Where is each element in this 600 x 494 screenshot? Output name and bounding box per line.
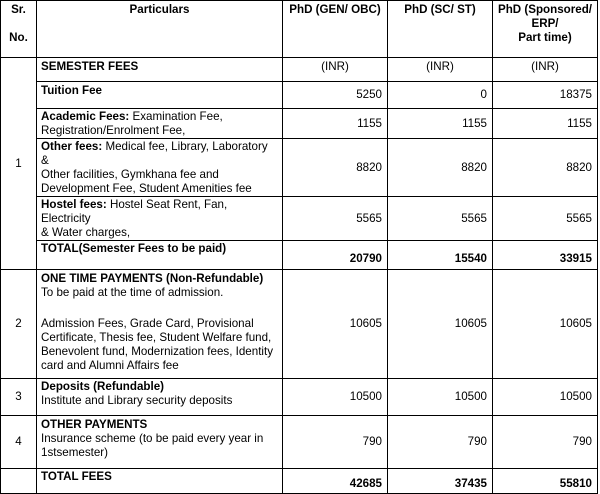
academic-sc: 1155 (388, 109, 493, 139)
academic-label: Academic Fees: (41, 110, 130, 123)
currency-sc: (INR) (388, 58, 493, 82)
semester-fees-row (1, 58, 598, 82)
one-time-title: ONE TIME PAYMENTS (Non-Refundable) (41, 272, 264, 285)
other-payments-sponsored: 790 (493, 416, 598, 469)
other-fees-desc-l1: Medical fee, Library, Laboratory & (41, 140, 268, 167)
header-row (1, 1, 598, 58)
tuition-sponsored: 18375 (493, 82, 598, 109)
hostel-sc: 5565 (388, 197, 493, 241)
other-payments-desc-l2: 1stsemester) (41, 446, 109, 459)
hostel-cell (37, 197, 283, 241)
other-fees-cell (37, 139, 283, 197)
header-sr-line1: Sr. (11, 3, 26, 16)
academic-desc-l1: Examination Fee, (129, 110, 223, 123)
one-time-desc-l2: Certificate, Thesis fee, Student Welfare fund, (41, 331, 272, 344)
academic-sponsored: 1155 (493, 109, 598, 139)
semester-total-gen: 20790 (283, 241, 388, 270)
section2-sr (1, 270, 37, 379)
header-sponsored-line2: ERP/ (531, 17, 559, 30)
one-time-note: To be paid at the time of admission. (41, 286, 224, 299)
total-fees-sc: 37435 (388, 469, 493, 494)
deposits-row (1, 379, 598, 416)
total-fees-row (1, 469, 598, 494)
header-sponsored-line3: Part time) (518, 31, 572, 44)
other-fees-row (1, 139, 598, 197)
deposits-desc: Institute and Library security deposits (41, 394, 233, 407)
other-fees-label: Other fees: (41, 140, 103, 153)
currency-gen: (INR) (283, 58, 388, 82)
semester-total-row (1, 241, 598, 270)
other-fees-sc: 8820 (388, 139, 493, 197)
total-fees-gen: 42685 (283, 469, 388, 494)
hostel-desc-l1: Hostel Seat Rent, Fan, Electricity (41, 198, 228, 225)
semester-total-label: TOTAL(Semester Fees to be paid) (37, 241, 283, 270)
hostel-label: Hostel fees: (41, 198, 107, 211)
tuition-row (1, 82, 598, 109)
deposits-sc: 10500 (388, 379, 493, 416)
academic-row (1, 109, 598, 139)
other-fees-desc-l3: Development Fee, Student Amenities fee (41, 182, 252, 195)
one-time-sponsored: 10605 (493, 270, 598, 379)
one-time-payments-row (1, 270, 598, 379)
header-sr-line2: No. (9, 31, 28, 44)
hostel-gen: 5565 (283, 197, 388, 241)
header-sr (1, 1, 37, 58)
one-time-sc: 10605 (388, 270, 493, 379)
other-payments-desc-l1: Insurance scheme (to be paid every year in (41, 432, 264, 445)
header-phd-sponsored (493, 1, 598, 58)
deposits-gen: 10500 (283, 379, 388, 416)
one-time-desc-l4: card and Alumni Affairs fee (41, 359, 179, 372)
other-payments-title: OTHER PAYMENTS (41, 418, 148, 431)
tuition-gen: 5250 (283, 82, 388, 109)
one-time-gen: 10605 (283, 270, 388, 379)
currency-sponsored: (INR) (493, 58, 598, 82)
total-fees-label: TOTAL FEES (37, 469, 283, 494)
deposits-title: Deposits (Refundable) (41, 380, 165, 393)
tuition-sc: 0 (388, 82, 493, 109)
academic-gen: 1155 (283, 109, 388, 139)
other-payments-cell (37, 416, 283, 469)
other-payments-gen: 790 (283, 416, 388, 469)
section4-sr-text: 4 (15, 435, 22, 448)
academic-cell (37, 109, 283, 139)
other-payments-row (1, 416, 598, 469)
total-sr-empty (1, 469, 37, 494)
academic-desc-l2: Registration/Enrolment Fee, (41, 124, 186, 137)
hostel-desc-l2: & Water charges, (41, 226, 131, 239)
section4-sr (1, 416, 37, 469)
semester-total-sponsored: 33915 (493, 241, 598, 270)
deposits-cell (37, 379, 283, 416)
section2-sr-text: 2 (15, 317, 22, 330)
semester-fees-title: SEMESTER FEES (37, 58, 283, 82)
other-payments-sc: 790 (388, 416, 493, 469)
deposits-sponsored: 10500 (493, 379, 598, 416)
other-fees-gen: 8820 (283, 139, 388, 197)
section1-sr-text: 1 (15, 156, 22, 170)
header-phd-gen: PhD (GEN/ OBC) (283, 1, 388, 58)
one-time-cell (37, 270, 283, 379)
semester-total-sc: 15540 (388, 241, 493, 270)
tuition-label: Tuition Fee (37, 82, 283, 109)
total-fees-sponsored: 55810 (493, 469, 598, 494)
header-particulars: Particulars (37, 1, 283, 58)
section3-sr (1, 379, 37, 416)
hostel-sponsored: 5565 (493, 197, 598, 241)
one-time-desc-l3: Benevolent fund, Modernization fees, Identity (41, 345, 274, 358)
header-phd-sc: PhD (SC/ ST) (388, 1, 493, 58)
hostel-row (1, 197, 598, 241)
other-fees-desc-l2: Other facilities, Gymkhana fee and (41, 168, 219, 181)
one-time-desc-l1: Admission Fees, Grade Card, Provisional (41, 317, 254, 330)
header-sponsored-line1: PhD (Sponsored/ (497, 3, 593, 16)
section3-sr-text: 3 (15, 390, 22, 403)
other-fees-sponsored: 8820 (493, 139, 598, 197)
section1-sr (1, 58, 37, 270)
